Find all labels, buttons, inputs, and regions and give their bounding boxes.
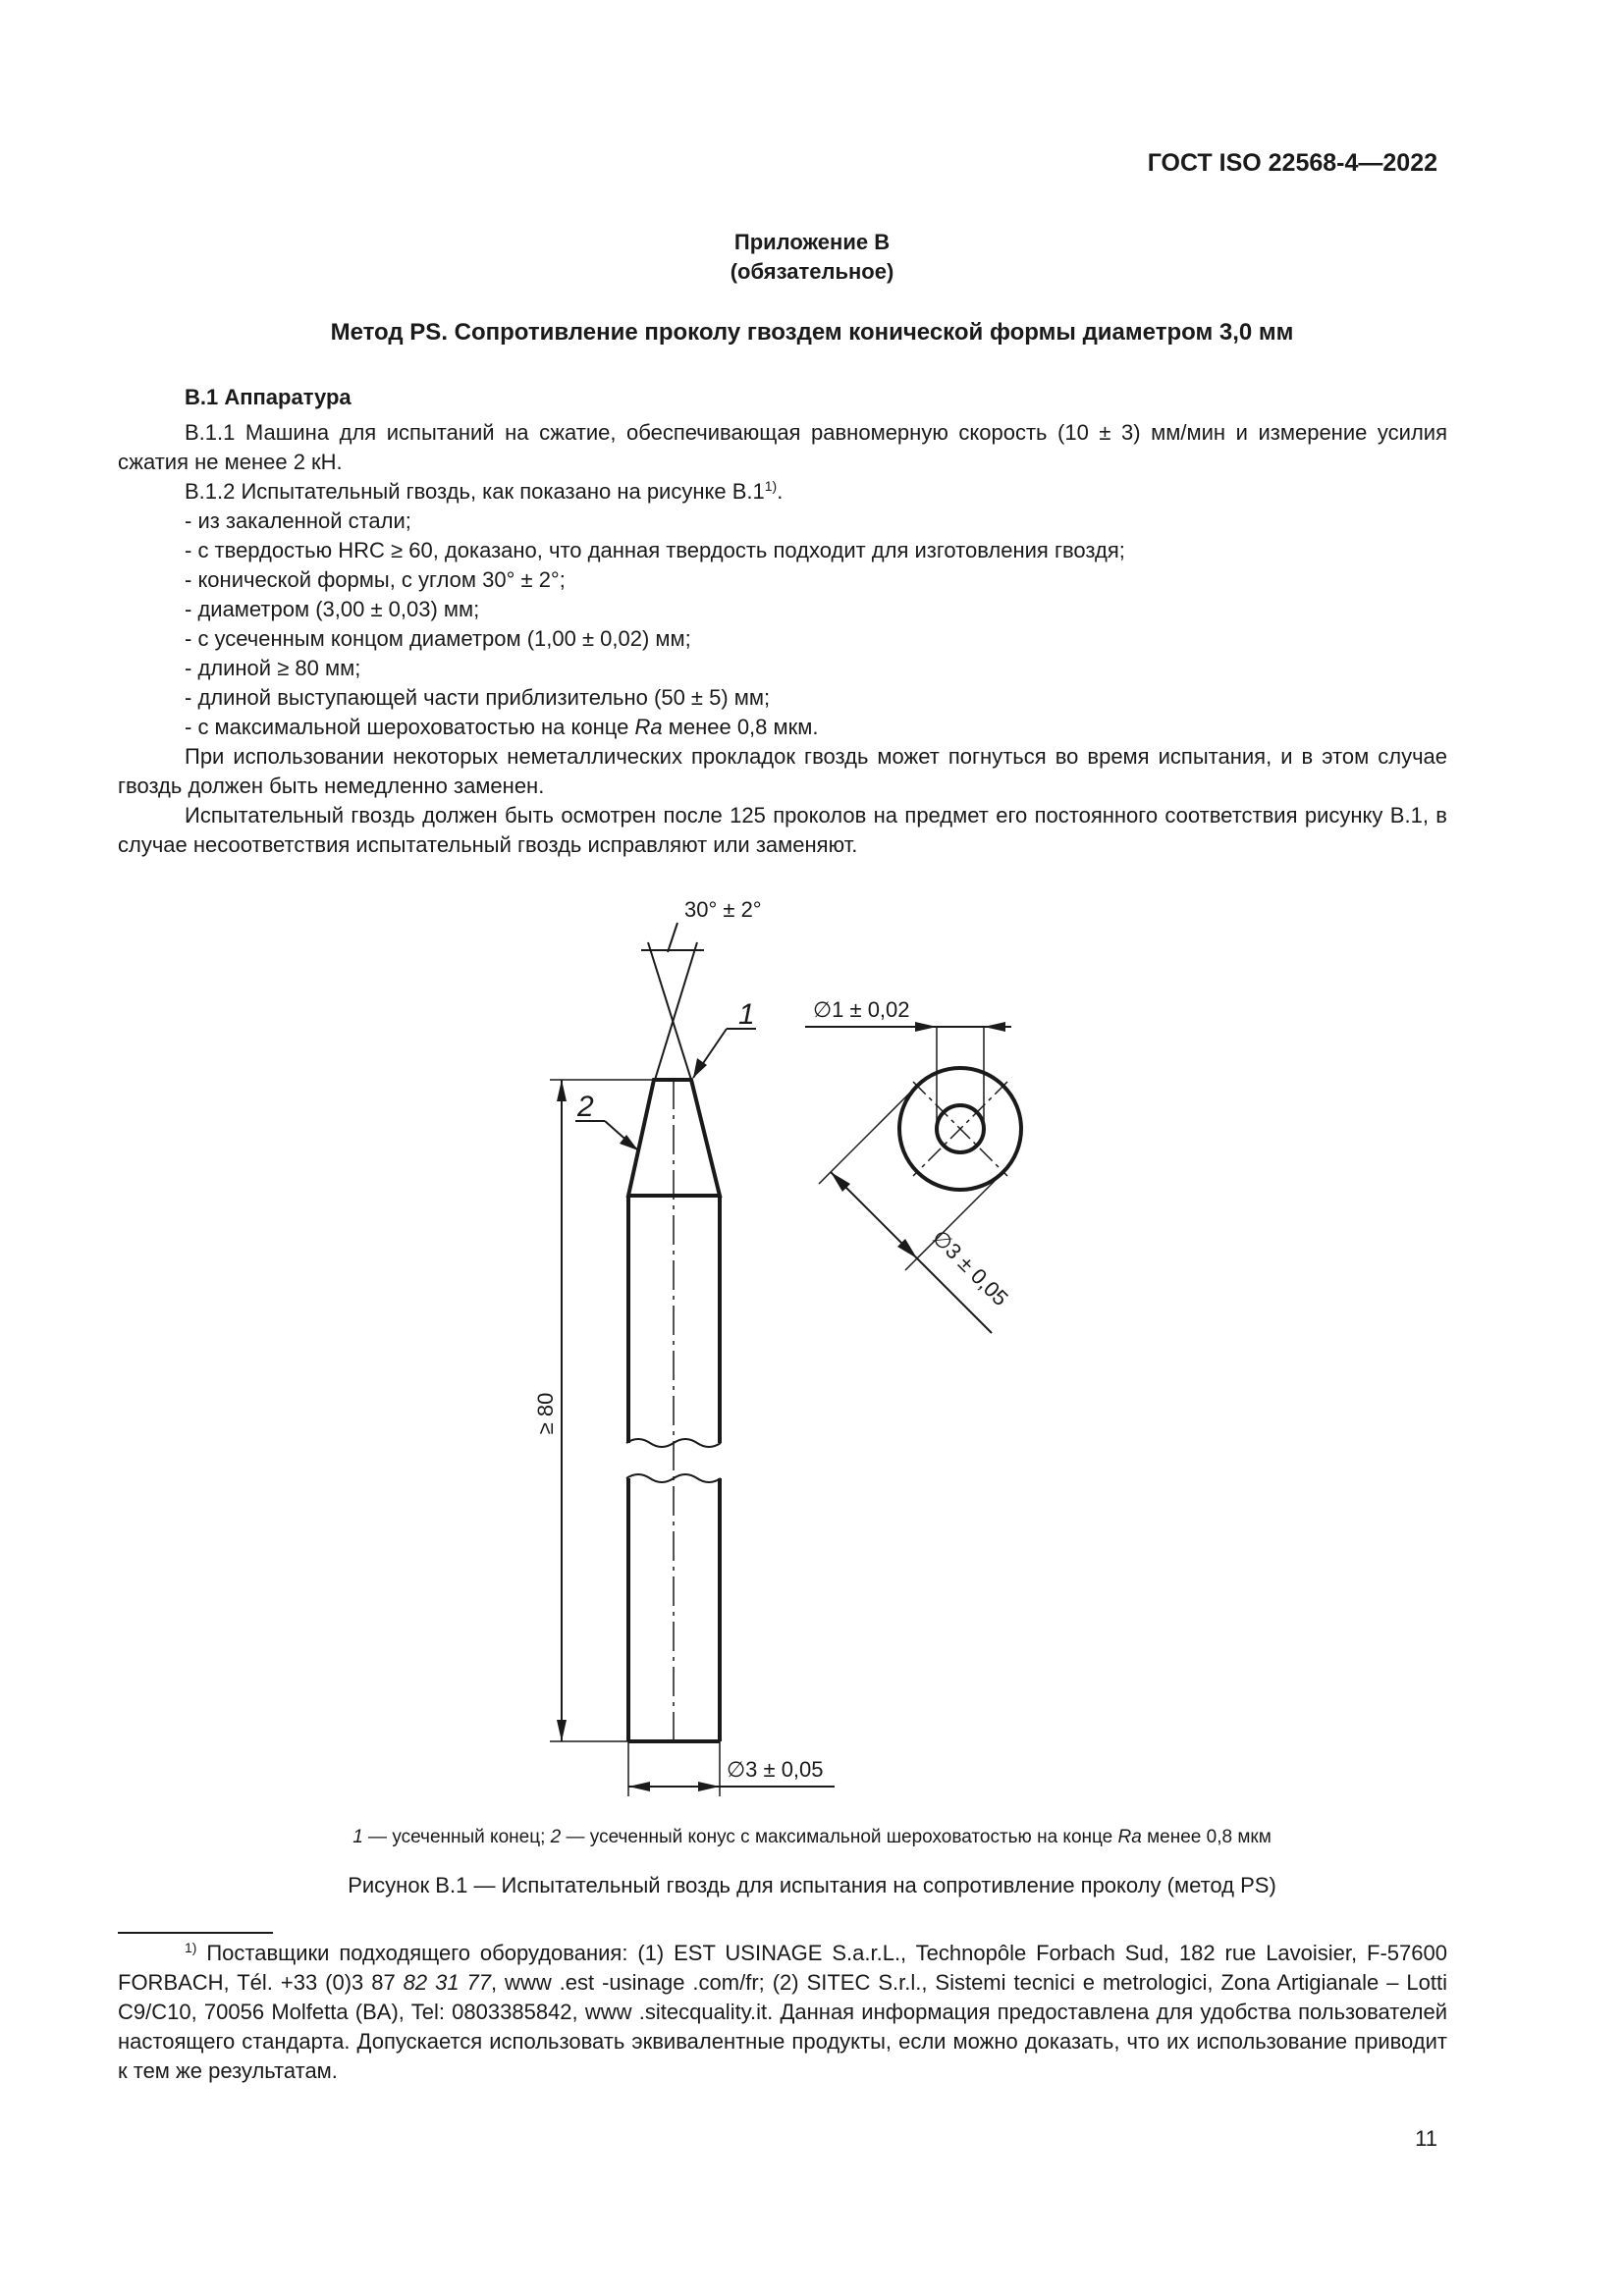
- figure-legend: 1 — усеченный конец; 2 — усеченный конус с максимальной шероховатостью на конце Ra менее 0,8 мкм: [352, 1827, 1272, 1847]
- paragraph-b12: B.1.2 Испытательный гвоздь, как показано на рисунке B.1$^{1)}$.: [185, 478, 784, 504]
- length-label: ≥ 80: [533, 1392, 558, 1435]
- list-item: - с твердостью HRC ≥ 60, доказано, что данная твердость подходит для изготовления гвоздя;: [185, 538, 1125, 562]
- list-item: - из закаленной стали;: [185, 508, 411, 533]
- cone-extension-line-left: [648, 942, 691, 1080]
- angle-leader: [668, 923, 677, 952]
- standard-code: ГОСТ ISO 22568-4—2022: [1147, 149, 1437, 177]
- angle-label: 30° ± 2°: [684, 897, 762, 922]
- outer-extension-upper: [819, 1086, 917, 1184]
- footnote: $^{1)}$ Поставщики подходящего оборудования: (1) EST USINAGE S.a.r.L., Technopôle Forbach Sud, 182 rue Lavoisier, F-57600 FORBACH, Tél. +33 (0)3 87 82 31 77, www .est -usinage .com/fr; (2) SITEC S.r.l., Sistemi tecnici e metrologici, Zona Artigianale – Lotti C9/C10, 70056 Molfetta (BA), Tel: 0803385842, www .sitecquality.it. Данная информация предоставлена для удобства пользователей настоящего стандарта. Допускается использовать эквивалентные продукты, если можно доказать, что их использование приводит к тем же результатам.: [118, 1940, 1447, 2083]
- method-title: Метод PS. Сопротивление проколу гвоздем конической формы диаметром 3,0 мм: [330, 319, 1294, 346]
- outer-diameter-label: ∅3 ± 0,05: [927, 1224, 1013, 1311]
- paragraph-note: При использовании некоторых неметаллических прокладок гвоздь может погнуться во время испытания, и в этом случае гвоздь должен быть немедленно заменен.: [118, 744, 1447, 798]
- annex-title: Приложение B: [733, 230, 891, 254]
- paragraph-b11: B.1.1 Машина для испытаний на сжатие, обеспечивающая равномерную скорость (10 ± 3) мм/мин и измерение усилия сжатия не менее 2 кН.: [118, 420, 1447, 474]
- list-item: - длиной выступающей части приблизительно (50 ± 5) мм;: [185, 685, 771, 710]
- figure-caption: Рисунок B.1 — Испытательный гвоздь для испытания на сопротивление проколу (метод PS): [348, 1873, 1276, 1897]
- arrow-head: [915, 1022, 937, 1032]
- tip-diameter-label: ∅1 ± 0,02: [813, 997, 910, 1022]
- footnote-ref: 1): [764, 478, 778, 494]
- footnote-separator: [118, 1932, 273, 1934]
- list-item: - с максимальной шероховатостью на конце Ra менее 0,8 мкм.: [185, 715, 819, 739]
- list-item: - диаметром (3,00 ± 0,03) мм;: [185, 597, 480, 621]
- list-item: - длиной ≥ 80 мм;: [185, 656, 361, 680]
- callout-2: 2: [577, 1091, 594, 1123]
- arrow-head: [628, 1782, 650, 1791]
- annex-status: (обязательное): [730, 259, 894, 284]
- list-item: - с усеченным концом диаметром (1,00 ± 0,02) мм;: [185, 626, 691, 651]
- arrow-head: [557, 1720, 567, 1741]
- section-heading: B.1 Аппаратура: [185, 385, 352, 409]
- callout-1: 1: [738, 998, 755, 1031]
- arrow-head: [698, 1782, 720, 1791]
- list-item: - конической формы, с углом 30° ± 2°;: [185, 567, 566, 592]
- paragraph-inspection: Испытательный гвоздь должен быть осмотрен после 125 проколов на предмет его постоянного соответствия рисунку B.1, в случае несоответствия испытательный гвоздь исправляют или заменяют.: [118, 803, 1447, 857]
- footnote-marker: 1): [185, 1940, 197, 1955]
- page-number: 11: [1415, 2126, 1437, 2151]
- arrow-head: [557, 1080, 567, 1101]
- bottom-diameter-label: ∅3 ± 0,05: [727, 1757, 824, 1782]
- end-view-center-line: [913, 1082, 1007, 1176]
- cone-extension-line-right: [655, 942, 697, 1080]
- arrow-head: [984, 1022, 1005, 1032]
